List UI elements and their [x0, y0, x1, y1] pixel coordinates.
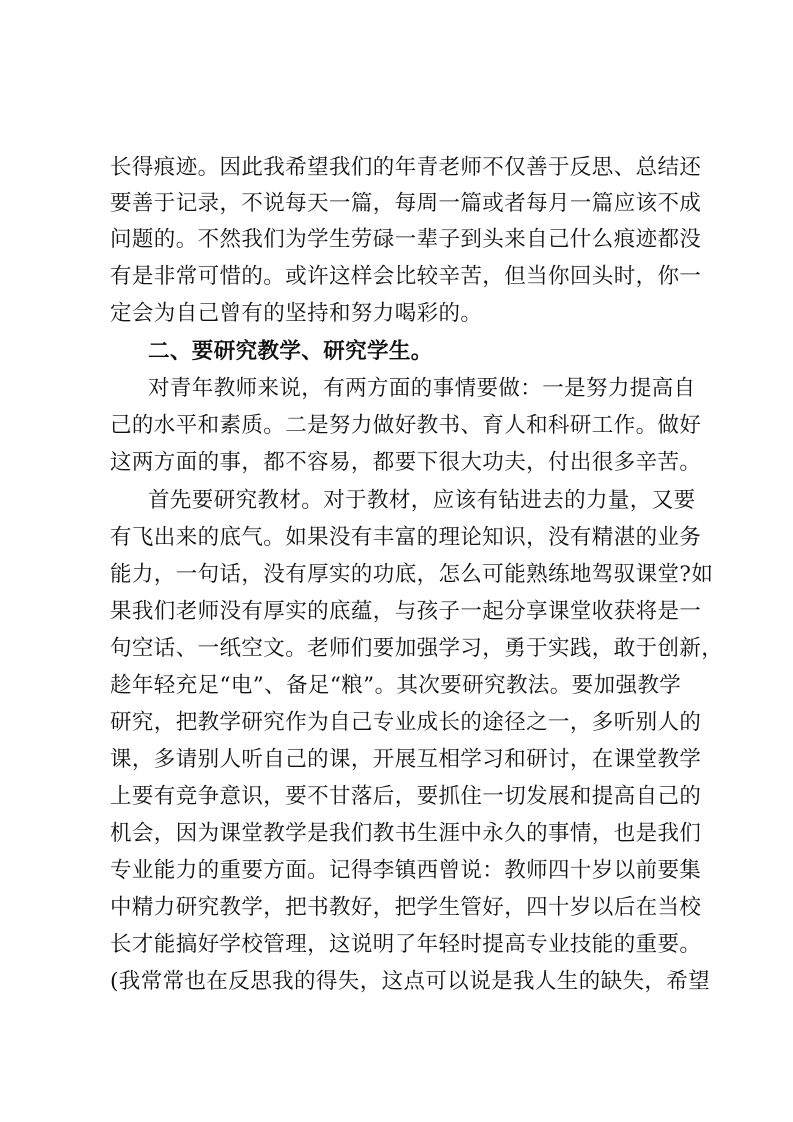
text-line: 有飞出来的底气。如果没有丰富的理论知识，没有精湛的业务: [110, 525, 702, 550]
text-line: 长得痕迹。因此我希望我们的年青老师不仅善于反思、总结还: [110, 155, 702, 180]
text-line: 研究，把教学研究作为自己专业成长的途径之一，多听别人的: [110, 710, 702, 735]
text-line: 要善于记录，不说每天一篇，每周一篇或者每月一篇应该不成: [110, 191, 702, 216]
text-line: 机会，因为课堂教学是我们教书生涯中永久的事情，也是我们: [110, 821, 702, 846]
text-line: 长才能搞好学校管理，这说明了年轻时提高专业技能的重要。: [110, 932, 702, 957]
text-line: 趁年轻充足“电”、备足“粮”。其次要研究教法。要加强教学: [110, 673, 682, 698]
paragraph-first-line: 对青年教师来说，有两方面的事情要做：一是努力提高自: [148, 376, 696, 401]
text-line: (我常常也在反思我的得失，这点可以说是我人生的缺失，希望: [110, 969, 711, 994]
text-line: 能力，一句话，没有厚实的功底，怎么可能熟练地驾驭课堂?如: [110, 562, 714, 587]
text-line: 课，多请别人听自己的课，开展互相学习和研讨，在课堂教学: [110, 747, 702, 772]
text-line: 定会为自己曾有的坚持和努力喝彩的。: [110, 301, 483, 326]
text-line: 果我们老师没有厚实的底蕴，与孩子一起分享课堂收获将是一: [110, 599, 702, 624]
text-line: 问题的。不然我们为学生劳碌一辈子到头来自己什么痕迹都没: [110, 227, 702, 252]
text-line: 这两方面的事，都不容易，都要下很大功夫，付出很多辛苦。: [110, 450, 702, 475]
text-line: 有是非常可惜的。或许这样会比较辛苦，但当你回头时，你一: [110, 264, 702, 289]
text-line: 上要有竞争意识，要不甘落后，要抓住一切发展和提高自己的: [110, 784, 702, 809]
section-heading: 二、要研究教学、研究学生。: [148, 339, 433, 364]
paragraph-first-line: 首先要研究教材。对于教材，应该有钻进去的力量，又要: [148, 488, 696, 513]
text-line: 句空话、一纸空文。老师们要加强学习，勇于实践，敢于创新，: [110, 636, 724, 661]
text-line: 专业能力的重要方面。记得李镇西曾说：教师四十岁以前要集: [110, 858, 702, 883]
text-line: 己的水平和素质。二是努力做好教书、育人和科研工作。做好: [110, 413, 702, 438]
text-line: 中精力研究教学，把书教好，把学生管好，四十岁以后在当校: [110, 895, 702, 920]
